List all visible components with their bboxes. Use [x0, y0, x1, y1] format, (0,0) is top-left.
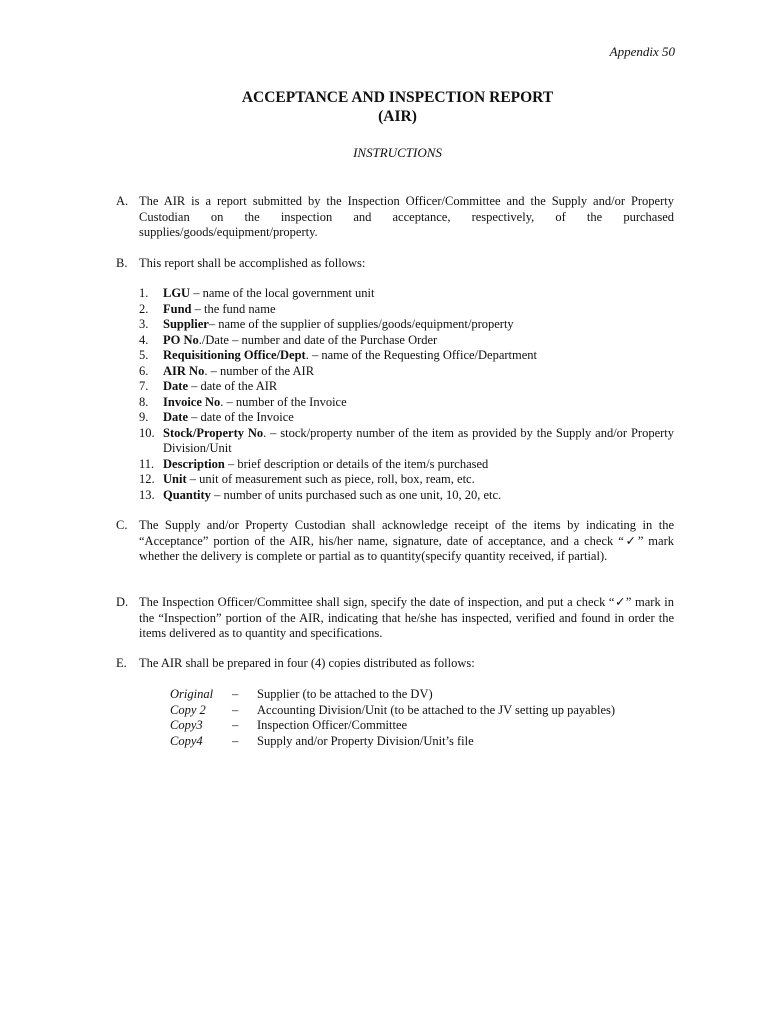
appendix-label: Appendix 50 — [609, 44, 675, 59]
document-title — [0, 88, 768, 126]
section-d-letter: D. — [116, 595, 129, 609]
field-instructions-list — [139, 286, 674, 503]
list-item: 4. PO No./Date – number and date of the Purchase Order — [139, 332, 438, 347]
section-a-letter: A. — [116, 194, 129, 208]
copy-name: Original — [170, 687, 214, 701]
copy-row: Original – Supplier (to be attached to the DV) — [170, 687, 660, 703]
section-e-text: The AIR shall be prepared in four (4) copies distributed as follows: — [139, 656, 475, 670]
list-item: 2. Fund – the fund name — [139, 301, 276, 316]
list-item: 6. AIR No. – number of the AIR — [139, 363, 315, 378]
copy-recipient: Accounting Division/Unit (to be attached to the JV setting up payables) — [257, 702, 616, 717]
title-line-1: ACCEPTANCE AND INSPECTION REPORT — [241, 89, 554, 106]
title-line-2: (AIR) — [378, 108, 417, 125]
section-c-letter: C. — [116, 518, 128, 532]
section-c — [116, 518, 674, 565]
section-c-text: The Supply and/or Property Custodian shall acknowledge receipt of the items by indicating in the “Acceptance” portion of the AIR, his/her name, signature, date of acceptance, and a check “✓” mark whether the delivery is complete or partial as to quantity(specify quantity received, if partial). — [139, 518, 674, 563]
section-a — [116, 194, 674, 241]
section-b-text: This report shall be accomplished as follows: — [139, 256, 366, 270]
section-a-text: The AIR is a report submitted by the Inspection Officer/Committee and the Supply and/or Property Custodian on the inspection and acceptance, respectively, of the purchased supplies/goods/equipment/property. — [139, 194, 674, 239]
list-item: 8. Invoice No. – number of the Invoice — [139, 394, 347, 409]
list-item: 11. Description – brief description or details of the item/s purchased — [139, 456, 489, 471]
copy-row: Copy4 – Supply and/or Property Division/Unit’s file — [170, 734, 660, 750]
copy-row: Copy 2 – Accounting Division/Unit (to be attached to the JV setting up payables) — [170, 703, 660, 719]
section-b — [116, 256, 674, 272]
list-item: 5. Requisitioning Office/Dept. – name of the Requesting Office/Department — [139, 348, 538, 362]
list-item: 12. Unit – unit of measurement such as piece, roll, box, ream, etc. — [139, 472, 475, 486]
copies-distribution — [170, 687, 660, 749]
list-item: 3. Supplier– name of the supplier of supplies/goods/equipment/property — [139, 317, 514, 331]
list-item: 10. Stock/Property No. – stock/property number of the item as provided by the Supply and/or Property Division/Unit — [139, 425, 675, 455]
copy-name: Copy4 — [170, 733, 203, 748]
list-item: 13. Quantity – number of units purchased such as one unit, 10, 20, etc. — [139, 487, 502, 502]
copy-name: Copy3 — [170, 718, 203, 732]
copy-name: Copy 2 — [170, 702, 206, 717]
list-item: 7. Date – date of the AIR — [139, 379, 278, 393]
instructions-heading: INSTRUCTIONS — [353, 145, 442, 160]
copy-row: Copy3 – Inspection Officer/Committee — [170, 718, 660, 734]
copy-recipient: Supplier (to be attached to the DV) — [257, 687, 433, 701]
section-e-letter: E. — [116, 656, 127, 670]
copy-recipient: Inspection Officer/Committee — [257, 718, 408, 732]
copy-recipient: Supply and/or Property Division/Unit’s file — [257, 733, 474, 748]
section-e — [116, 656, 674, 672]
list-item: 1. LGU – name of the local government unit — [139, 286, 375, 300]
list-item: 9. Date – date of the Invoice — [139, 410, 294, 424]
section-b-letter: B. — [116, 256, 128, 270]
section-d — [116, 595, 674, 642]
section-d-text: The Inspection Officer/Committee shall sign, specify the date of inspection, and put a check “✓” mark in the “Inspection” portion of the AIR, indicating that he/she has inspected, verified and found in order the items delivered as to quantity and specifications. — [139, 595, 674, 640]
